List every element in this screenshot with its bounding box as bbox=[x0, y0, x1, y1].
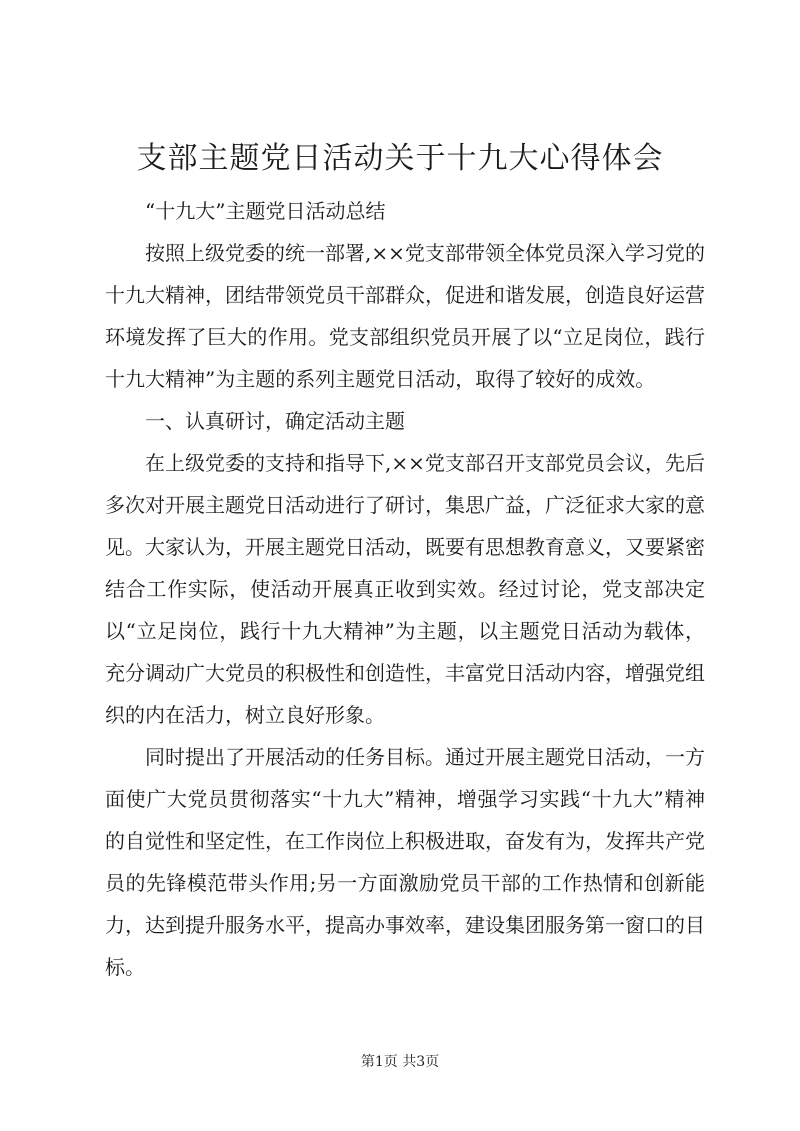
body-paragraph: 按照上级党委的统一部署,××党支部带领全体党员深入学习党的十九大精神，团结带领党员干部群众，促进和谐发展，创造良好运营环境发挥了巨大的作用。党支部组织党员开展了以“立足岗位，践行十九大精神”为主题的系列主题党日活动，取得了较好的成效。 bbox=[105, 241, 705, 391]
page-number-footer: 第1页 共3页 bbox=[360, 1054, 440, 1070]
subtitle-paragraph: “十九大”主题党日活动总结 bbox=[145, 199, 386, 223]
page-title: 支部主题党日活动关于十九大心得体会 bbox=[136, 141, 664, 176]
document-body bbox=[105, 190, 705, 988]
section-heading: 一、认真研讨，确定活动主题 bbox=[145, 409, 405, 433]
body-paragraph: 同时提出了开展活动的任务目标。通过开展主题党日活动，一方面使广大党员贯彻落实“十九大”精神，增强学习实践“十九大”精神的自觉性和坚定性，在工作岗位上积极进取，奋发有为，发挥共产党员的先锋模范带头作用;另一方面激励党员干部的工作热情和创新能力，达到提升服务水平，提高办事效率，建设集团服务第一窗口的目标。 bbox=[105, 745, 705, 979]
body-paragraph: 在上级党委的支持和指导下,××党支部召开支部党员会议，先后多次对开展主题党日活动进行了研讨，集思广益，广泛征求大家的意见。大家认为，开展主题党日活动，既要有思想教育意义，又要紧密结合工作实际，使活动开展真正收到实效。经过讨论，党支部决定以“立足岗位，践行十九大精神”为主题，以主题党日活动为载体，充分调动广大党员的积极性和创造性，丰富党日活动内容，增强党组织的内在活力，树立良好形象。 bbox=[105, 451, 705, 727]
